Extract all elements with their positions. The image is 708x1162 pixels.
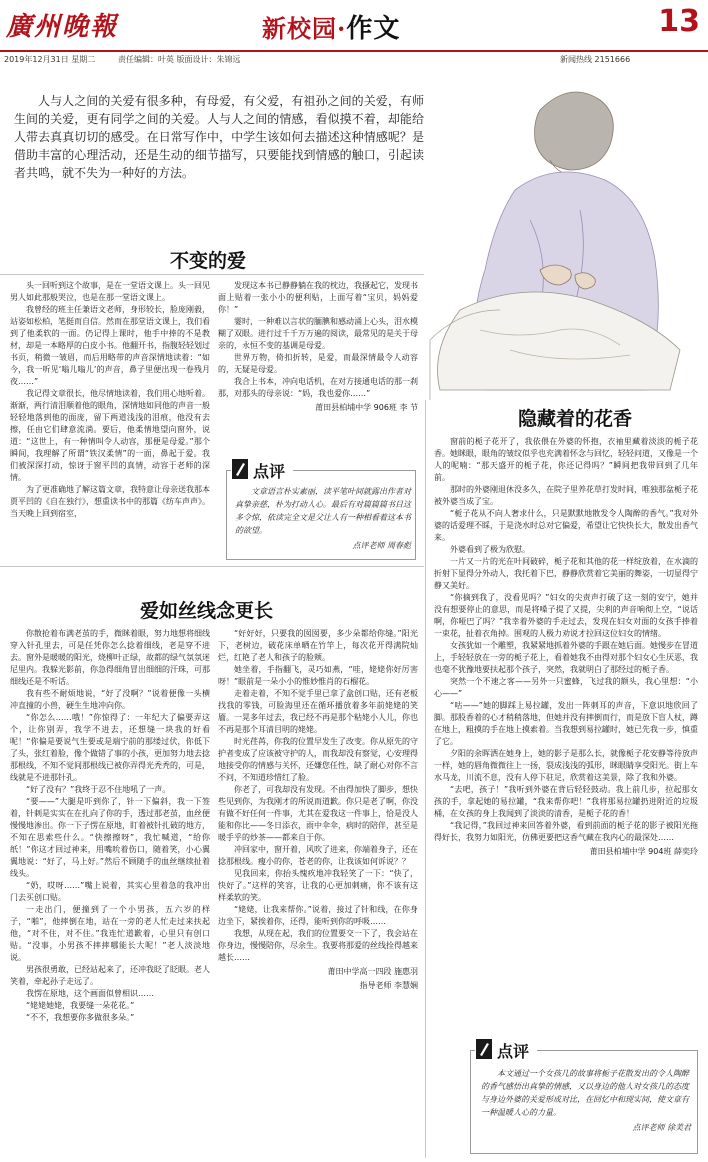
paragraph: “我记得，”我回过神来回答着外婆，看到前面的栀子花的影子被阳光拖得好长，我努力如阳光，仿佛更要把这香气藏在我内心的最深处…… bbox=[434, 821, 698, 842]
paragraph: “你摘到我了，没看见吗？”妇女的尖责声打破了这一刻的安宁，她并没有想要停止的意思，而是将嗓子提了又提，尖利的声音响彻上空，“说话啊，你哑巴了吗？”我幸着外婆的手走过去，发现在妇女对面的女孩手捧着一束花，扯着衣角掉。围观的人极力劝说才拉回这位妇女的情绪。 bbox=[434, 593, 698, 638]
article-column bbox=[10, 628, 210, 1156]
divider bbox=[0, 274, 424, 275]
article-column bbox=[218, 280, 418, 452]
column-divider bbox=[425, 400, 426, 1158]
paragraph: “栀子花从不向人奢求什么，只是默默地散发令人陶醉的香气。”我对外婆的话爱理不睬，于是浇水时总对它偏爱，希望让它快快长大，散发出香气来。 bbox=[434, 509, 698, 542]
author-signature: 莆田中学高一四段 施惠羽 bbox=[327, 967, 418, 976]
issue-date: 2019年12月31日 星期二 bbox=[4, 55, 96, 64]
news-hotline: 新闻热线 2151666 bbox=[560, 55, 631, 64]
review-label bbox=[475, 1039, 537, 1061]
pen-icon bbox=[231, 457, 249, 481]
article-column bbox=[10, 280, 210, 562]
paragraph: “姥姥她姥，我要缝一朵花花。” bbox=[26, 1001, 135, 1010]
paragraph: 外婆看到了极为欣慰。 bbox=[450, 545, 530, 554]
paragraph: 我记得文章很长，他尽情地读着，我们用心地听着。渐渐，两行清泪顺着他的眼角，深情地如同他的声音一般轻轻地落到他的面庞，留下两道浅浅的泪痕，他没有去擦，任由它们肆意流淌。要后，他柔情地望向窗外，说道：“这世上，有一种情叫令人动容，那便是母爱。”那个瞬间，我理解了所谓“铁汉柔情”的一面，鼻起于爱。我们被深深打动，惊讶于窗平凹的真情，动容于老师的深情。 bbox=[10, 389, 210, 482]
review-paragraph: 本文通过一个女孩几的故事将栀子花散发出的令人陶醉的香气感悟出真挚的情感，又以身边的他人对女孩几的态度与身边外婆的关爱形成对比，在回忆中和现实间，使文章有一种温暖人心的力量。 bbox=[481, 1069, 689, 1117]
article-title: 爱如丝线念更长 bbox=[140, 600, 274, 622]
section-title bbox=[262, 8, 400, 45]
paragraph: “好好好，只要我的囡囡要，多少朵都给你缝。”阳光下，老树边，破花床单晒在竹竿上，每次花开得满院灿烂，红艳了老人和孩子的脸颊。 bbox=[218, 629, 418, 662]
paragraph: 霎时，一种难以言状的腼腆和感动涌上心头，泪水模糊了双眼。进行过千千万万遍的阅读，最常见的是关于母亲的，永恒不变的基调是母爱。 bbox=[218, 317, 418, 350]
paragraph: 一片又一片的光在叶间破碎，栀子花和其他的花一样绽放着，在水滴的折射下显得分外动人，我托着下巴，静静欣赏着它美丽的舞姿，一切显得宁静又美好。 bbox=[434, 557, 698, 590]
paragraph: 窗前的栀子花开了，我依偎在外婆的怀抱，衣袖里藏着淡淡的栀子花香。她眯眼，眼角的皱纹似乎也充满着怀念与回忆，轻轻问道，又像是一个人的呢喃：“那天盛开的栀子花，你还记得吗？”瞬间把我带回到了几年前。 bbox=[434, 437, 698, 482]
paragraph: 突然一个不速之客——另外一只蜜蜂，飞过我的额头，我心里想：“小心——” bbox=[434, 677, 698, 698]
review-text bbox=[481, 1067, 691, 1134]
paragraph: 夕阳的余晖洒在她身上，她的影子是那么长，就像栀子花安静等待放声一样，她的唇角微微往上一扬，裂成浅浅的弧形，眯眼睛享受阳光。街上车水马龙，川流不息，没有人停下驻足，欣赏着这美景，除了我和外婆。 bbox=[434, 749, 698, 782]
pen-icon bbox=[475, 1037, 493, 1061]
article-column bbox=[218, 628, 418, 1156]
paragraph: 我想，从现在起，我们的位置要交一下了，我会站在你身边，慢慢陪你，尽余生。我要将那爱的丝线拴得越来越长…… bbox=[218, 929, 418, 962]
teacher-signature: 指导老师 李慧娴 bbox=[359, 981, 418, 990]
grandmother-sewing-illustration bbox=[420, 70, 708, 400]
paragraph: 一走出门，便撞到了一个小男孩，五六岁的样子，“啪”，他摔倒在地，站在一旁的老人忙走过来扶起他，“对不住，对不住。”我连忙道歉着，心里只有创口贴。“没事，小男孩不摔摔哪能长大呢！”老人淡淡地说。 bbox=[10, 905, 210, 962]
paragraph: 你老了，可我却没有发现。不由得加快了脚步，想快些见到你，为我刚才的所说而道歉。你只是老了啊，你没有做不好任何一件事，尤其在爱我这一件事上，恰是没人能和你比——冬日添衣，雨中伞伞，病时的陪伴，甚至是暖手乎的炒茶——都来自于你。 bbox=[218, 785, 418, 842]
paragraph: 时光荏苒，你我的位置早发生了改变。你从原先的守护者变成了应该被守护的人，而我却没有察觉，心安理得地接受你的情感与关怀，还嫌您任性，缺了耐心对你不言不问，不知道珍惜红了脸。 bbox=[218, 737, 418, 782]
review-box bbox=[226, 462, 416, 560]
paragraph: 走着走着，不知不觉手里已拿了盒创口贴，还有老板找我的零钱，可脸海里还在循环播放着多年前姥姥的笑靥。一晃多年过去，我已经不再是那个粘姥小人儿，你也不再是那个耳清目明的姥姥。 bbox=[218, 689, 418, 734]
meta-bar bbox=[0, 50, 708, 64]
newspaper-logo: 廣州晚報 bbox=[6, 12, 119, 42]
review-text bbox=[235, 485, 411, 552]
paragraph: 那时的外婆刚退休没多久，在院子里养花草打发时间，唯独那盆栀子花被外婆当成了宝。 bbox=[434, 485, 698, 506]
review-box bbox=[470, 1042, 698, 1154]
review-label-text: 点评 bbox=[497, 1042, 530, 1061]
paragraph: 见我回来，你抬头愧疚地冲我轻笑了一下：“快了，快好了。”这样的笑容，让我的心更加刺痛，你不该有这样柔软的笑。 bbox=[218, 869, 418, 902]
paragraph: “要——”大腿是吓到你了，针一下偏斜，我一下签着，针刺是实实在在扎向了你的手，透过那老茧，血丝便慢慢地渗出。你一下子愣在原地，盯着被针扎破的地方，不知在思索些什么。“快擦擦呀”，我忙喊道，“给你纸！”你这才回过神来，用嘴吮着伤口，随着笑，小心翼翼地说：“好了，马上好。”然后不顾随手的血丝继续扯着线头。 bbox=[10, 797, 210, 878]
section-name-strong: 作文 bbox=[346, 14, 401, 44]
paragraph: 你散抢着布满老茧的手，微眯着眼，努力地想将细线穿入针孔里去，可是任凭你怎么捻着细线，老是穿不进去。窗外是暖暖的阳光，烧柳叶正绿，故都的绿气氛氛迷尼里内。我躲光影前，你急得细角冒出细细的汗珠，可那细线还是不听话。 bbox=[10, 629, 210, 686]
paragraph: 发现这本书已静静躺在我的枕边，我搔起它，发现书面上贴着一张小小的便利贴，上面写着“宝贝，妈妈爱你！” bbox=[218, 281, 418, 314]
review-signature: 点评老师 徐美君 bbox=[632, 1123, 691, 1132]
paragraph: “姥姥，让我来帮你。”说着，接过了针和线，在你身边坐下，紧挨着你，还得，能听到你的呼吸…… bbox=[218, 905, 418, 926]
review-paragraph: 文章语言朴实素丽，读平笔叶间就露出作者对真挚亲慈，朴为打动人心。最后有对篇篇篇书目这多令惊，依读完全文是父让人有一种相看着这本书的欲望。 bbox=[235, 487, 411, 535]
paragraph: 头一回听到这个故事，是在一堂语文课上。头一回见男人如此那般哭泣，也是在那一堂语文课上。 bbox=[10, 281, 210, 302]
masthead bbox=[0, 0, 708, 50]
paragraph: 男孩很勇敢，已经站起来了，还冲我眨了眨眼。老人笑着，牵起孙子走远了。 bbox=[10, 965, 210, 986]
paragraph: “你怎么……哦！”你惊得了：一年纪大了偏要弄这个，让你别弄，我学不进去，还想缝一块我的好看呢！“你偏是要说气生要或是端宁前的那缕过伏，你低下了头，张红着脸，像个做错了事的小孩，更加努力地去捻那根线，不知不觉间那根线已被你弄得光秃秃的，可是，线就是不进那针孔。 bbox=[10, 713, 210, 782]
paragraph: “奶，哎呀……”嘴上说着，其实心里着急的我冲出门去买创口贴。 bbox=[10, 881, 210, 902]
page-number: 13 bbox=[658, 4, 700, 39]
paragraph: “不不，我想要你多做很多朵。” bbox=[26, 1013, 135, 1022]
paragraph: 冲回家中，窗开着，风吹了进来，你端着身子，还在捻那根线。瘦小的你，苍老的你，让我该如何诉说？？ bbox=[218, 845, 418, 866]
article-column bbox=[434, 436, 698, 1026]
paragraph: 为了更准确地了解这篇文章，我特意让母亲送我那本贾平凹的《自在独行》，想重读书中的那篇《纺车声声》。当天晚上回到宿室， bbox=[10, 485, 210, 518]
paragraph: 我曾经的班主任兼语文老师，身形较长，脸庞刚毅，站姿如松柏，笔挺而自信。然而在那堂语文课上，我们看到了他柔软的一面。仍记得上课时，他手中捧的不是教材，却是一本略厚的白皮小书。他翻开书，指腹轻轻划过书页，稍微一皱眉，而后用略带的声音深情地读着：“如今，我一听见‘嗡儿嗡儿’的声音，鼻子里便出现一卷残月夜……” bbox=[10, 305, 210, 386]
author-signature: 莆田县柏埔中学 906班 李 节 bbox=[315, 403, 418, 412]
paragraph: 她坐着，手指翻飞，灵巧如燕，“哇，姥姥你好厉害呀！”眼前是一朵小小的惟妙惟肖的石榴花。 bbox=[218, 665, 418, 686]
review-signature: 点评老师 周春彪 bbox=[352, 541, 411, 550]
paragraph: 女孩犹如一个雕塑，我紧紧地抓着外婆的手跟在她后面。她慢步在冒道上，手轻轻放在一旁的栀子花上，看着她我不由得对那个妇女心生厌恶，我也毫不犹豫地要扶起那个孩子，突然，我就明白了那经过的栀子香。 bbox=[434, 641, 698, 674]
paragraph: 我有些不耐烦地说，“好了没啊？”说着便像一头横冲直撞的小兽，硬生生地冲向你。 bbox=[10, 689, 210, 710]
paragraph: “去吧，孩子！”我听到外婆在背后轻轻鼓动。我上前几步，拉起那女孩的手，拿起她的易拉罐，“我来帮你吧！”我将那易拉罐扔进附近的垃圾桶，在女孩的身上我闻到了淡淡的清香，是栀子花的香！ bbox=[434, 785, 698, 818]
editor-credits: 责任编辑：叶英 版面设计：朱锦远 bbox=[118, 55, 241, 64]
article-title: 不变的爱 bbox=[170, 250, 247, 272]
paragraph: 我合上书本，冲向电话机，在对方接通电话的那一刹那，对那头的母亲说：“妈，我也爱你……” bbox=[218, 377, 418, 398]
section-name: 新校园· bbox=[262, 14, 347, 43]
author-signature: 莆田县柏埔中学 904班 薛奕玲 bbox=[589, 847, 698, 856]
paragraph: 世界万物，倚扣折转，是爱，而最深情最令人动容的，无疑是母爱。 bbox=[218, 353, 418, 374]
review-label-text: 点评 bbox=[253, 462, 286, 481]
section-intro: 人与人之间的关爱有很多种，有母爱，有父爱，有祖孙之间的关爱，有师生间的关爱，更有同学之间的关爱。人与人之间的情感，看似摸不着，却能给人带去真真切切的感受。在日常写作中，中学生该如何去描述这种情感呢？是借助丰富的心理活动，还是生动的细节描写，只要能找到情感的触口，引起读者共鸣，就不失为一种好的方法。 bbox=[14, 94, 424, 180]
divider bbox=[0, 566, 424, 567]
article-title: 隐藏着的花香 bbox=[518, 408, 633, 430]
paragraph: “咕——”她的脚踩上易拉罐，发出一阵刺耳的声音，下意识地欣回了脚。那股香着的心才稍稍落地，但她并没有摔倒而行，而是放下盲人杖，蹲在地上，粗摸的手在地上摸索着。当我想到易拉罐时，她已先我一步，慎重了它。 bbox=[434, 701, 698, 746]
paragraph: 我愣在原地，这个画面似曾相识…… bbox=[26, 989, 154, 998]
paragraph: “好了没有？”我终于忍不住地吼了一声。 bbox=[26, 785, 171, 794]
review-label bbox=[231, 459, 293, 481]
